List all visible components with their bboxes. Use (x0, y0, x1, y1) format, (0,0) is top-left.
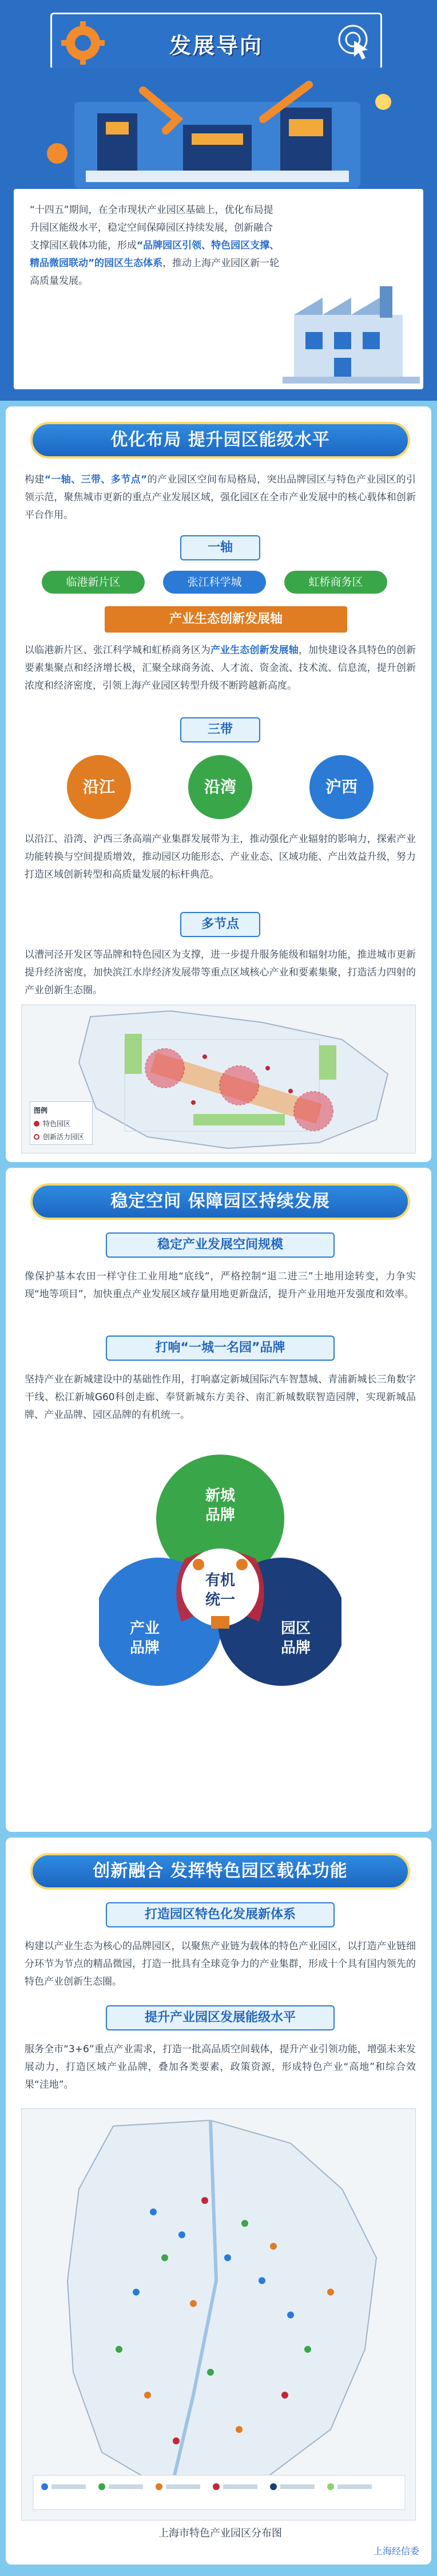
click-cursor-icon (333, 22, 374, 62)
space-paragraph-2: 坚持产业在新城建设中的基础性作用，打响嘉定新城国际汽车智慧城、青浦新城长三角数字干线、松江新城G60科创走廊、奉贤新城东方美谷、南汇新城数联智造园牌，实现新城品牌、产业品牌、园区品牌的有机统一。 (25, 1374, 416, 1421)
legend-title: 图例 (34, 1107, 48, 1115)
feature-park-map (21, 2108, 416, 2520)
venn-right-line2: 品牌 (280, 1639, 311, 1657)
node-chip: 多节点 (180, 912, 260, 937)
axis-chip: 一轴 (180, 535, 260, 560)
map-caption: 上海市特色产业园区分布图 (158, 2527, 282, 2539)
brand-venn-diagram (99, 1450, 341, 1702)
node-paragraph: 以漕河泾开发区等品牌和特色园区为支撑，进一步提升服务能级和辐射功能，推进城市更新提升经济密度，加快滨江水岸经济发展带等重点区域核心产业和要素集聚，打造活力四射的产业创新生态圈。 (25, 949, 416, 996)
venn-left-line2: 品牌 (129, 1639, 160, 1657)
innovation-paragraph-2: 服务全市“3+6”重点产业需求，打造一批高品质空间载体，提升产业引领功能，增强未来发展动力，打造区域产业品牌，叠加各类要素，政策资源，形成特色产业“高地”和综合效果“洼地”。 (25, 2044, 416, 2091)
page-title: 发展导向 (169, 33, 263, 58)
axis-node-zhangjiang: 张江科学城 (163, 571, 266, 594)
layout-intro-prefix: 构建 (25, 474, 45, 485)
belt-chip: 三带 (180, 717, 260, 742)
belt-yangjiang: 沿江 (67, 755, 131, 819)
intro-card (14, 189, 423, 389)
section-heading-space: 稳定空间 保障园区持续发展 (30, 1183, 410, 1220)
axis-node-hongqiao: 虹桥商务区 (284, 571, 387, 594)
axis-node-lingang: 临港新片区 (42, 571, 145, 594)
title-banner (50, 13, 382, 70)
innovation-section (6, 1838, 431, 2565)
intro-text-suffix: ，推动上海产业园区新一轮高质量发展。 (30, 258, 280, 287)
innovation-chip-2: 提升产业园区发展能级水平 (106, 2005, 335, 2030)
layout-intro (25, 471, 416, 524)
venn-top-line1: 新城 (205, 1487, 236, 1504)
legend-label: 特色园区 (43, 1120, 71, 1128)
layout-section (6, 406, 431, 1162)
layout-map (21, 1005, 416, 1153)
intro-paragraph (30, 202, 281, 290)
layout-intro-suffix: 的产业园区空间布局格局，突出品牌园区与特色产业园区的引领示范，聚焦城市更新的重点产业发展区域，强化园区在全市产业发展中的核心载体和创新平台作用。 (25, 474, 416, 521)
venn-left-line1: 产业 (129, 1620, 160, 1637)
intro-text-highlight: “品牌园区引领、特色园区支撑、精品微园联动”的园区生态体系 (30, 240, 280, 269)
innovation-paragraph-1: 构建以产业生态为核心的品牌园区，以聚焦产业链为载体的特色产业园区，以打造产业链细分环节为节点的精品微园，打造一批具有全球竞争力的产业集群，形成十个具有国内领先的特色产业创新生态圈。 (25, 1941, 416, 1988)
legend-ring-icon (34, 1134, 39, 1140)
legend-item-feature (34, 1119, 89, 1128)
venn-center-line2: 统一 (205, 1591, 236, 1609)
innovation-chip-1: 打造园区特色化发展新体系 (106, 1902, 335, 1927)
venn-right-line1: 园区 (280, 1620, 311, 1637)
section-heading-layout: 优化布局 提升园区能级水平 (30, 422, 410, 459)
axis-para-suffix: ，加快建设各具特色的创新要素集聚点和经济增长极，汇聚全球商务流、人才流、资金流、技术流、信息流，提升创新浓度和经济密度，引领上海产业园区转型升级不断跨越新高度。 (25, 645, 416, 692)
map-legend (30, 1101, 93, 1145)
belt-yanwan: 沿湾 (188, 755, 252, 819)
feature-park-map-graphic (22, 2109, 416, 2521)
belt-huxi: 沪西 (309, 755, 374, 819)
section-heading-innovation: 创新融合 发挥特色园区载体功能 (30, 1853, 410, 1890)
belt-paragraph: 以沿江、沿湾、沪西三条高端产业集群发展带为主，推动强化产业辐射的影响力，探索产业功能转换与空间提质增效，推动园区功能形态、产业业态、区域功能、产出效益升级，努力打造区域创新转型和高质量发展的标杆典范。 (25, 833, 416, 880)
layout-intro-highlight: “一轴、三带、多节点” (44, 474, 148, 485)
source-watermark: 上海经信委 (373, 2546, 419, 2557)
space-section (6, 1168, 431, 1832)
axis-para-prefix: 以临港新片区、张江科学城和虹桥商务区为 (25, 645, 210, 656)
factory-building-icon (283, 275, 420, 384)
venn-center-line1: 有机 (205, 1572, 236, 1589)
venn-top-line2: 品牌 (205, 1507, 236, 1524)
axis-paragraph (25, 642, 416, 695)
legend-label: 创新活力园区 (43, 1133, 85, 1141)
intro-text-prefix: “十四五”期间，在全市现状产业园区基础上，优化布局提升园区能级水平，稳定空间保障园区持续发展，创新融合支撑园区载体功能，形成 (30, 204, 273, 251)
space-paragraph-1: 像保护基本农田一样守住工业用地“底线”，严格控制“退二进三”土地用途转变，力争实现“地等项目”，加快重点产业发展区域存量用地更新盘活，提升产业用地开发强度和效率。 (25, 1271, 416, 1300)
legend-item-innovation (34, 1132, 89, 1141)
header (0, 0, 437, 401)
space-chip-2: 打响“一城一名园”品牌 (106, 1336, 335, 1361)
axis-para-highlight: 产业生态创新发展轴 (210, 645, 299, 656)
factory-illustration (34, 68, 403, 193)
space-chip-1: 稳定产业发展空间规模 (106, 1232, 335, 1258)
legend-dot-icon (34, 1121, 39, 1127)
axis-bar: 产业生态创新发展轴 (105, 606, 347, 633)
